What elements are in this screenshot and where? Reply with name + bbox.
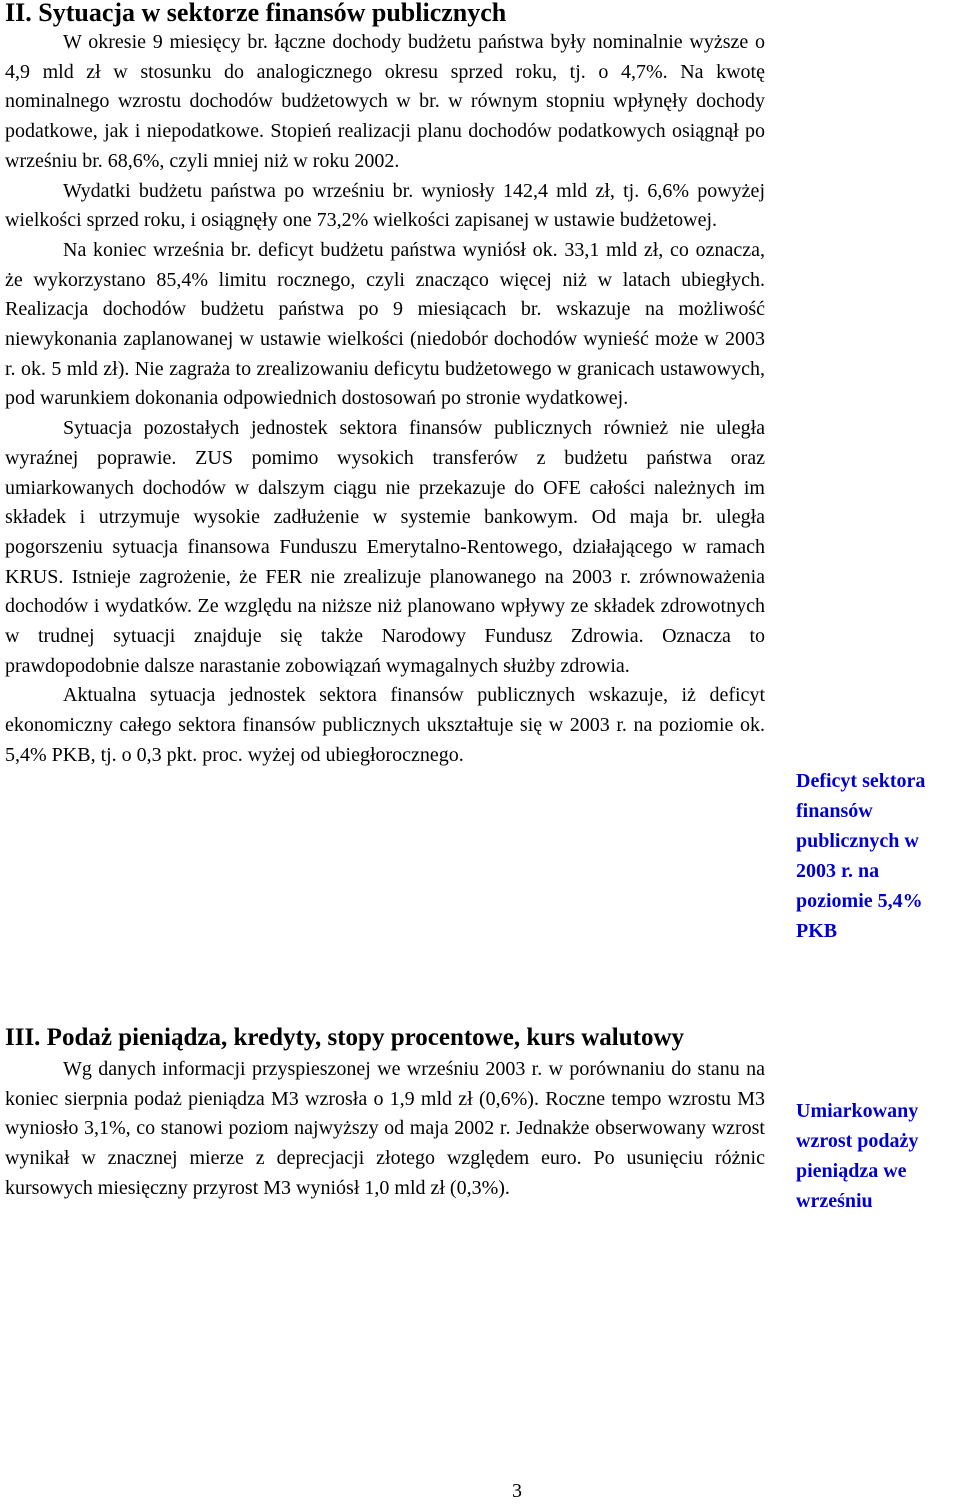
- section-heading-money-supply: III. Podaż pieniądza, kredyty, stopy procentowe, kurs walutowy: [5, 1024, 684, 1051]
- page-number: 3: [512, 1480, 522, 1502]
- section-public-finance: [5, 0, 765, 771]
- paragraph-economic-deficit: Aktualna sytuacja jednostek sektora finansów publicznych wskazuje, iż deficyt ekonomiczny całego sektora finansów publicznych ukształtuje się w 2003 r. na poziomie ok. 5,4% PKB, tj. o 0,3 pkt. proc. wyżej od ubiegłorocznego.: [5, 684, 765, 766]
- paragraph-budget-deficit: Na koniec września br. deficyt budżetu państwa wyniósł ok. 33,1 mld zł, co oznacza, że wykorzystano 85,4% limitu rocznego, czyli znacząco więcej niż w latach ubiegłych. Realizacja dochodów budżetu państwa po 9 miesiącach br. wskazuje na możliwość niewykonania zaplanowanej w ustawie wielkości (niedobór dochodów wynieść może w 2003 r. ok. 5 mld zł). Nie zagraża to zrealizowaniu deficytu budżetowego w granicach ustawowych, pod warunkiem dokonania odpowiednich dostosowań po stronie wydatkowej.: [5, 238, 765, 410]
- paragraph-other-units: Sytuacja pozostałych jednostek sektora finansów publicznych również nie uległa wyraźnej poprawie. ZUS pomimo wysokich transferów z budżetu państwa oraz umiarkowanych dochodów w dalszym ciągu nie przekazuje do OFE całości należnych im składek i utrzymuje wysokie zadłużenie w systemie bankowym. Od maja br. uległa pogorszeniu sytuacja finansowa Funduszu Emerytalno-Rentowego, działającego w ramach KRUS. Istnieje zagrożenie, że FER nie zrealizuje planowanego na 2003 r. zrównoważenia dochodów i wydatków. Ze względu na niższe niż planowano wpływy ze składek zdrowotnych w trudnej sytuacji znajduje się także Narodowy Fundusz Zdrowia. Oznacza to prawdopodobnie dalsze narastanie zobowiązań wymagalnych służby zdrowia.: [5, 417, 765, 677]
- paragraph-budget-revenue: W okresie 9 miesięcy br. łączne dochody budżetu państwa były nominalnie wyższe o 4,9 mld zł w stosunku do analogicznego okresu sprzed roku, tj. o 4,7%. Na kwotę nominalnego wzrostu dochodów budżetowych w br. w równym stopniu wpłynęły dochody podatkowe, jak i niepodatkowe. Stopień realizacji planu dochodów podatkowych osiągnął po wrześniu br. 68,6%, czyli mniej niż w roku 2002.: [5, 31, 765, 172]
- section-money-supply: [5, 1021, 765, 1204]
- margin-note-deficit: Deficyt sektora finansów publicznych w 2003 r. na poziomie 5,4% PKB: [796, 770, 926, 942]
- paragraph-m3-growth: Wg danych informacji przyspieszonej we wrześniu 2003 r. w porównaniu do stanu na koniec sierpnia podaż pieniądza M3 wzrosła o 1,9 mld zł (0,6%). Roczne tempo wzrostu M3 wyniosło 3,1%, co stanowi poziom najwyższy od maja 2002 r. Jednakże obserwowany wzrost wynikał w znacznej mierze z deprecjacji złotego względem euro. Po usunięciu różnic kursowych miesięczny przyrost M3 wyniósł 1,0 mld zł (0,3%).: [5, 1058, 765, 1199]
- section-heading-public-finance: II. Sytuacja w sektorze finansów publicznych: [5, 0, 507, 27]
- margin-note-money-supply: Umiarkowany wzrost podaży pieniądza we wrześniu: [796, 1100, 919, 1212]
- paragraph-budget-expenditure: Wydatki budżetu państwa po wrześniu br. wyniosły 142,4 mld zł, tj. 6,6% powyżej wielkości sprzed roku, i osiągnęły one 73,2% wielkości zapisanej w ustawie budżetowej.: [5, 179, 765, 232]
